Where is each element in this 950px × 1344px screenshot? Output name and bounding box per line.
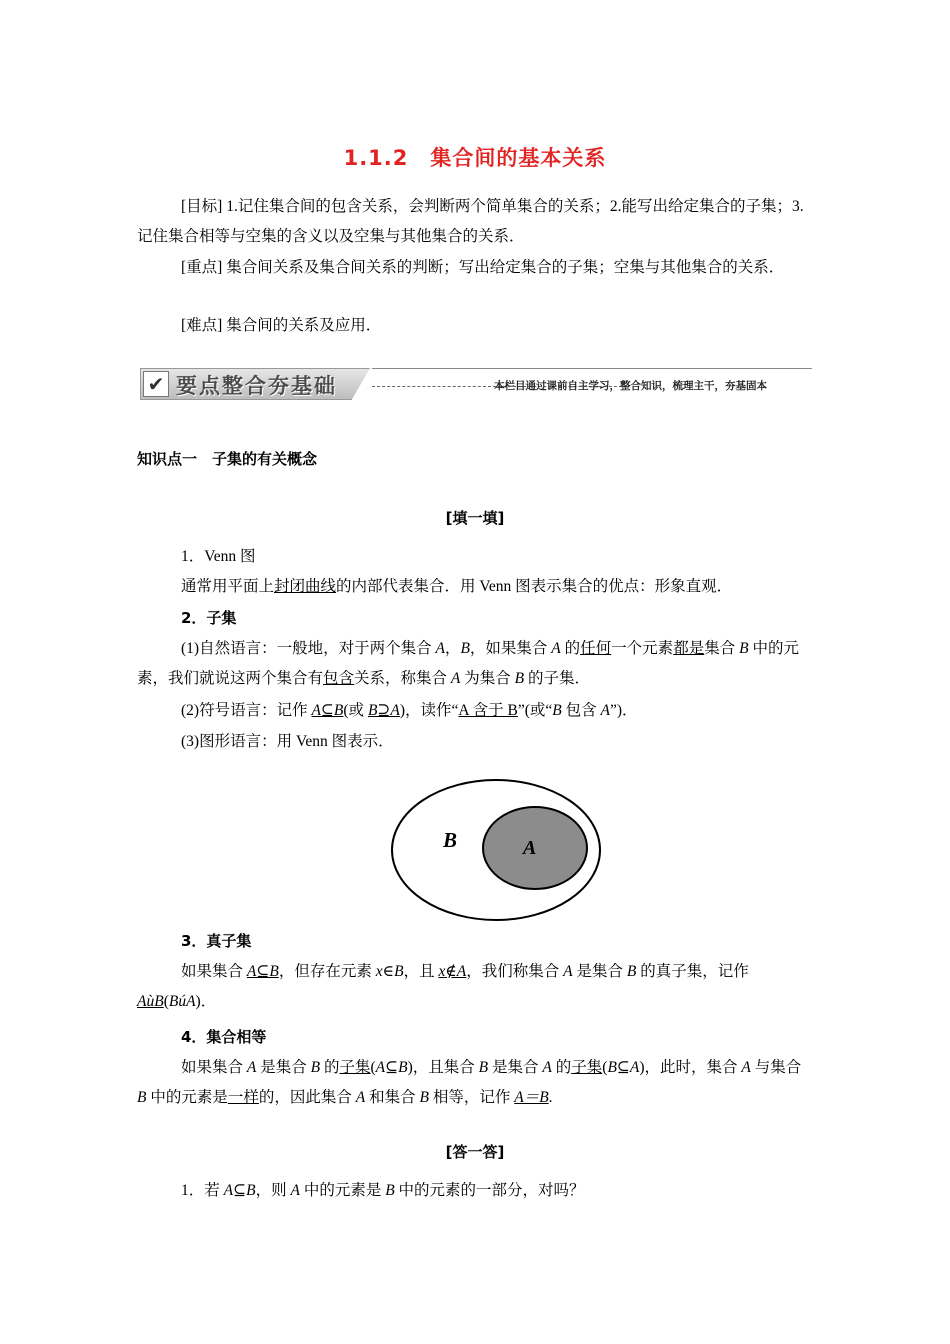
- underlined-answer: B⊇A: [367, 702, 400, 719]
- difficulty-label: [难点]: [181, 317, 223, 334]
- underlined-answer: AùB: [137, 993, 164, 1010]
- check-icon: ✔: [143, 371, 169, 397]
- venn-inner-label: A: [523, 837, 537, 859]
- underlined-answer: A＝B: [514, 1089, 549, 1106]
- underlined-answer: 都是: [673, 640, 705, 657]
- venn-diagram: [390, 778, 604, 922]
- item2-natural-language: (1)自然语言：一般地，对于两个集合 A，B，如果集合 A 的任何一个元素都是集合 B 中的元素，我们就说这两个集合有包含关系，称集合 A 为集合 B 的子集．: [137, 640, 799, 687]
- item3-text: 如果集合 A⊆B，但存在元素 x∈B，且 x∉A，我们称集合 A 是集合 B 的真子集，记作AùB(BúA)．: [137, 963, 749, 1010]
- key-label: [重点]: [181, 259, 223, 276]
- underlined-answer: x∉A: [438, 963, 467, 980]
- answer-label: [答一答]: [445, 1143, 505, 1161]
- item4-text: 如果集合 A 是集合 B 的子集(A⊆B)，且集合 B 是集合 A 的子集(B⊆A)，此时，集合 A 与集合 B 中的元素是一样的，因此集合 A 和集合 B 相等，记作 A＝B.: [137, 1059, 802, 1106]
- underlined-answer: 封闭曲线: [274, 578, 337, 595]
- goal-text: 1.记住集合间的包含关系，会判断两个简单集合的关系；2.能写出给定集合的子集；3.记住集合相等与空集的含义以及空集与其他集合的关系．: [137, 198, 804, 245]
- goal-paragraph: [137, 192, 813, 252]
- banner-title: 要点整合夯基础: [176, 374, 337, 398]
- item1-text: 通常用平面上封闭曲线的内部代表集合．用 Venn 图表示集合的优点：形象直观．: [181, 578, 733, 595]
- item3-heading: 3．真子集: [181, 932, 252, 950]
- underlined-answer: 包含: [323, 670, 355, 687]
- difficulty-paragraph: [137, 311, 813, 341]
- item2-symbol-language: (2)符号语言：记作 A⊆B(或 B⊇A)，读作“A 含于 B”(或“B 包含 A”)．: [181, 702, 638, 719]
- underlined-answer: 任何: [580, 640, 612, 657]
- underlined-answer: A⊆B: [311, 702, 344, 719]
- item2-heading: 2．子集: [181, 609, 237, 627]
- fill-in-label: [填一填]: [445, 509, 505, 527]
- underlined-answer: A⊆B: [246, 963, 279, 980]
- underlined-answer: 一样: [227, 1089, 259, 1106]
- goal-label: [目标]: [181, 198, 223, 215]
- difficulty-text: 集合间的关系及应用．: [222, 317, 382, 334]
- venn-outer-label: B: [443, 828, 458, 852]
- question-1: 1．若 A⊆B，则 A 中的元素是 B 中的元素的一部分，对吗？: [181, 1182, 585, 1199]
- section-heading: 知识点一 子集的有关概念: [137, 450, 318, 468]
- banner-description: 本栏目通过课前自主学习，整合知识，梳理主干，夯基固本: [494, 380, 767, 392]
- section-banner: [140, 368, 812, 402]
- item4-heading: 4．集合相等: [181, 1028, 267, 1046]
- underlined-answer: A 含于 B: [458, 702, 518, 719]
- page-title: 1.1.2 集合间的基本关系: [343, 146, 607, 170]
- key-point-paragraph: [137, 253, 813, 283]
- item2-graphic-language: (3)图形语言：用 Venn 图表示．: [181, 733, 394, 750]
- underlined-answer: 子集: [571, 1059, 603, 1076]
- underlined-answer: 子集: [339, 1059, 371, 1076]
- item1-heading: 1．Venn 图: [181, 548, 256, 565]
- banner-top-rule: [372, 368, 812, 369]
- key-text: 集合间关系及集合间关系的判断；写出给定集合的子集；空集与其他集合的关系．: [222, 259, 785, 276]
